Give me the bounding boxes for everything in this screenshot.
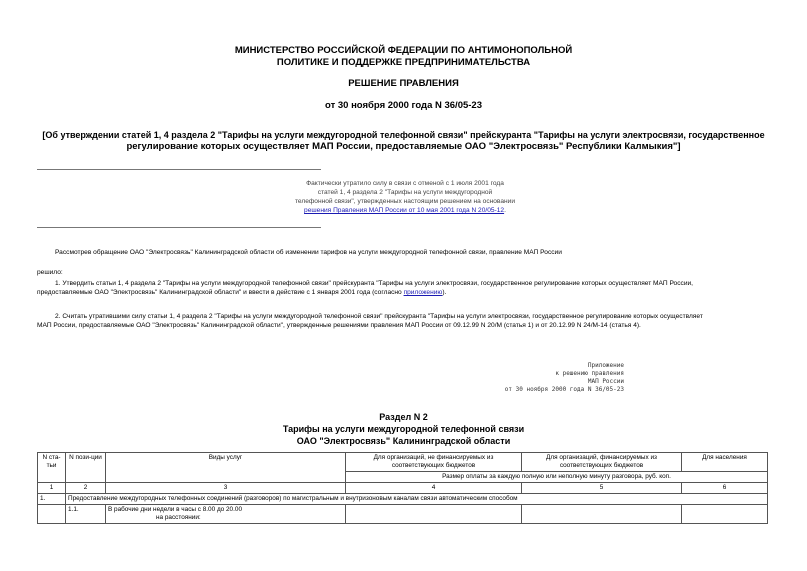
divider-top <box>37 169 321 170</box>
p1-line-2 <box>37 288 767 297</box>
appendix-line-1: Приложение <box>587 362 624 369</box>
intro-paragraph: Рассмотрев обращение ОАО "Электросвязь" Калининградской области об изменении тарифов на услуги междугородной телефонной связи, правление МАП России <box>55 249 562 256</box>
appendix-line-2: к решению правления <box>555 370 624 377</box>
number-cell: 5 <box>522 483 682 494</box>
ministry-line-2: ПОЛИТИКЕ И ПОДДЕРЖКЕ ПРЕДПРИНИМАТЕЛЬСТВА <box>276 57 531 68</box>
number-cell: 6 <box>682 483 768 494</box>
status-link-tail: . <box>504 207 506 214</box>
section-name: Тарифы на услуги междугородной телефонной связи <box>282 424 525 434</box>
p1-text: предоставляемые ОАО "Электросвязь" Калининградской области" и ввести в действие с 1 января 2001 года (согласно <box>37 289 404 296</box>
appendix-note <box>460 362 624 394</box>
table-row <box>38 505 768 524</box>
status-line-1: Фактически утратило силу в связи с отменой с 1 июля 2001 года <box>306 180 504 187</box>
p1-line-1: 1. Утвердить статьи 1, 4 раздела 2 "Тарифы на услуги междугородной телефонной связи" прейскуранта "Тарифы на услуги электросвязи, государственное регулирование которых осуществляет МАП России, <box>55 280 694 287</box>
p2-line-1: 2. Считать утратившими силу статьи 1, 4 раздела 2 "Тарифы на услуги междугородной телефонной связи" прейскуранта "Тарифы на услуги электросвязи, государственное регулирование которых осуществляет <box>55 313 703 320</box>
service-cell <box>106 505 346 524</box>
status-note <box>230 179 580 215</box>
section-org: ОАО "Электросвязь" Калининградской области <box>296 436 511 446</box>
document-title <box>30 129 777 153</box>
number-cell: 1 <box>38 483 66 494</box>
p1-tail: ). <box>442 289 447 296</box>
repeal-decision-link[interactable]: решения Правления МАП России от 10 мая 2001 года N 20/05-12 <box>304 207 505 214</box>
decision-heading: РЕШЕНИЕ ПРАВЛЕНИЯ <box>348 78 459 89</box>
number-cell: 3 <box>106 483 346 494</box>
empty-cell <box>346 505 522 524</box>
service-cell: Предоставление междугородных телефонных соединений (разговоров) по магистральным и внутризоновым каналам связи автоматическим способом <box>66 494 768 505</box>
appendix-line-3: МАП России <box>587 378 624 385</box>
position-cell: 1.1. <box>66 505 106 524</box>
tariff-table <box>37 452 768 524</box>
ministry-title <box>0 45 807 69</box>
header-population: Для населения <box>682 453 768 472</box>
status-line-3: телефонной связи", утвержденных настоящим решением на основании <box>294 198 516 205</box>
divider-bottom <box>37 227 321 228</box>
header-budget: Для организаций, финансируемых из соответствующих бюджетов <box>522 453 682 472</box>
decision-date-number: от 30 ноября 2000 года N 36/05-23 <box>325 100 482 111</box>
service-subtext: на расстоянии: <box>156 514 201 521</box>
p2-line-2: МАП России, предоставляемые ОАО "Электросвязь" Калининградской области", утвержденные решениями правления МАП России от 09.12.99 N 20/М (статья 1) и от 20.12.99 N 24/М-14 (статья 4). <box>37 322 641 329</box>
table-header-row <box>38 453 768 472</box>
header-position: N пози-ции <box>66 453 106 483</box>
title-line-2: регулирование которых осуществляет МАП России, предоставляемые ОАО "Электросвязь" Республики Калмыкия"] <box>126 141 681 152</box>
table-row <box>38 494 768 505</box>
ministry-line-1: МИНИСТЕРСТВО РОССИЙСКОЙ ФЕДЕРАЦИИ ПО АНТИМОНОПОЛЬНОЙ <box>234 45 573 56</box>
paragraph-1 <box>37 279 767 297</box>
header-article: N ста-тьи <box>38 453 66 483</box>
header-payment: Размер оплаты за каждую полную или неполную минуту разговора, руб. коп. <box>346 472 768 483</box>
appendix-link[interactable]: приложению <box>403 289 443 296</box>
empty-cell <box>522 505 682 524</box>
empty-cell <box>682 505 768 524</box>
table-number-row <box>38 483 768 494</box>
status-line-2: статей 1, 4 раздела 2 "Тарифы на услуги междугородной <box>317 189 493 196</box>
section-label: Раздел N 2 <box>379 412 428 422</box>
title-line-1: [Об утверждении статей 1, 4 раздела 2 "Тарифы на услуги междугородной телефонной связи" прейскуранта "Тарифы на услуги электросвязи, государственное <box>42 130 765 140</box>
resolved-label: решило: <box>37 269 63 276</box>
section-heading <box>0 411 807 447</box>
article-cell: 1. <box>38 494 66 505</box>
status-line-4 <box>230 206 580 215</box>
appendix-line-4: от 30 ноября 2000 года N 36/05-23 <box>504 386 624 393</box>
service-text: В рабочие дни недели в часы с 8.00 до 20.00 <box>108 506 242 513</box>
number-cell: 4 <box>346 483 522 494</box>
paragraph-2 <box>37 312 767 330</box>
header-service: Виды услуг <box>106 453 346 483</box>
number-cell: 2 <box>66 483 106 494</box>
header-non-budget: Для организаций, не финансируемых из соответствующих бюджетов <box>346 453 522 472</box>
article-cell <box>38 505 66 524</box>
